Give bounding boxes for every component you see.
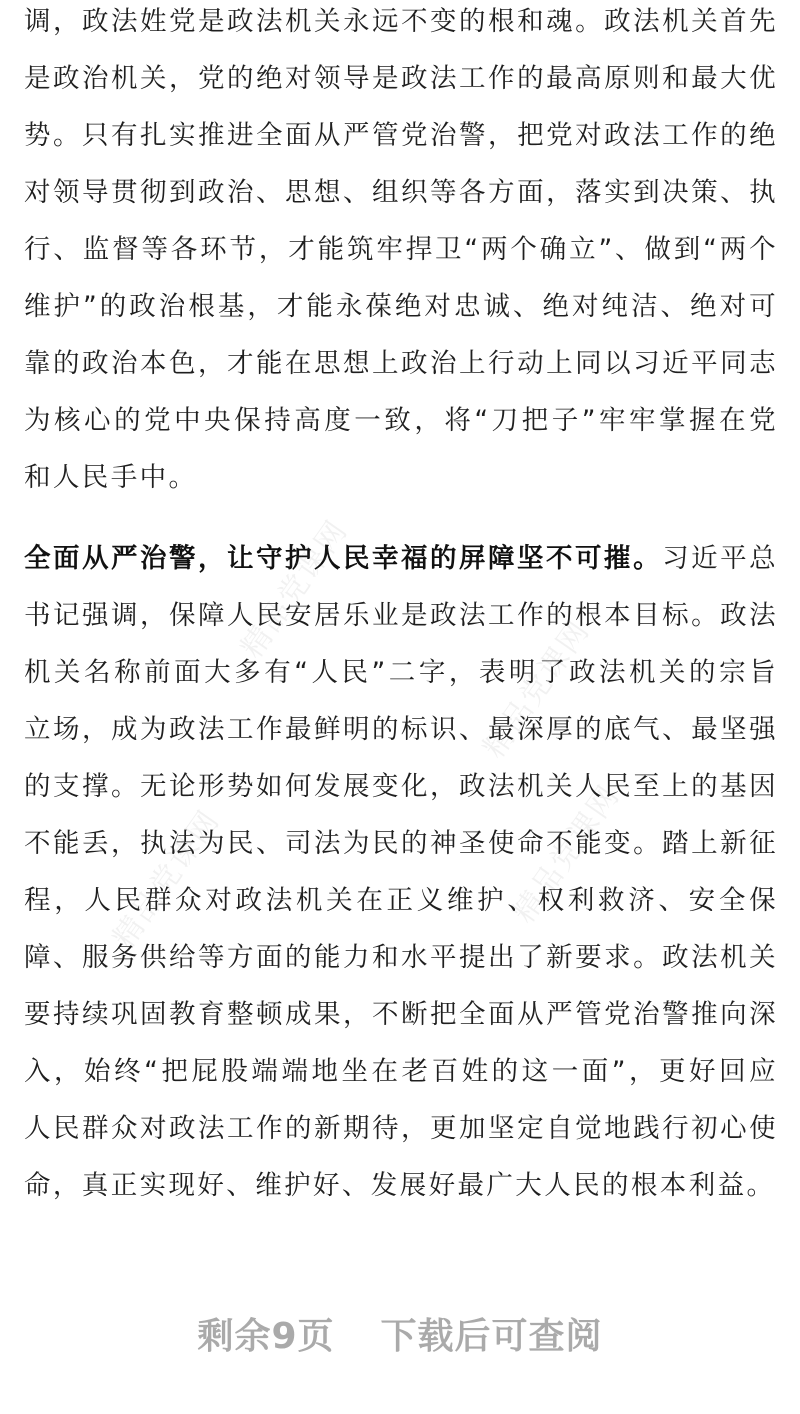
- watermark: 精品党课网: [234, 513, 355, 665]
- watermark: 精品党课网: [476, 613, 597, 765]
- watermark: 精品党课网: [106, 803, 227, 955]
- paragraph-2-lead: 全面从严治警，让守护人民幸福的屏障坚不可摧。: [24, 543, 663, 574]
- download-to-view-label: 下载后可查阅: [380, 1316, 603, 1357]
- watermark: 精品党课网: [506, 778, 627, 930]
- paragraph-2: [24, 530, 778, 1214]
- remaining-pages-label: 剩余9页: [197, 1316, 335, 1357]
- paragraph-2-body: 习近平总书记强调，保障人民安居乐业是政法工作的根本目标。政法机关名称前面大多有“人民”二字，表明了政法机关的宗旨立场，成为政法工作最鲜明的标识、最深厚的底气、最坚强的支撑。无论形势如何发展变化，政法机关人民至上的基因不能丢，执法为民、司法为民的神圣使命不能变。踏上新征程，人民群众对政法机关在正义维护、权利救济、安全保障、服务供给等方面的能力和水平提出了新要求。政法机关要持续巩固教育整顿成果，不断把全面从严管党治警推向深入，始终“把屁股端端地坐在老百姓的这一面”，更好回应人民群众对政法工作的新期待，更加坚定自觉地践行初心使命，真正实现好、维护好、发展好最广大人民的根本利益。: [24, 543, 778, 1201]
- paragraph-1: 调，政法姓党是政法机关永远不变的根和魂。政法机关首先是政治机关，党的绝对领导是政法工作的最高原则和最大优势。只有扎实推进全面从严管党治警，把党对政法工作的绝对领导贯彻到政治、思想、组织等各方面，落实到决策、执行、监督等各环节，才能筑牢捍卫“两个确立”、做到“两个维护”的政治根基，才能永葆绝对忠诚、绝对纯洁、绝对可靠的政治本色，才能在思想上政治上行动上同以习近平同志为核心的党中央保持高度一致，将“刀把子”牢牢掌握在党和人民手中。: [24, 6, 778, 493]
- download-prompt[interactable]: [0, 1308, 800, 1359]
